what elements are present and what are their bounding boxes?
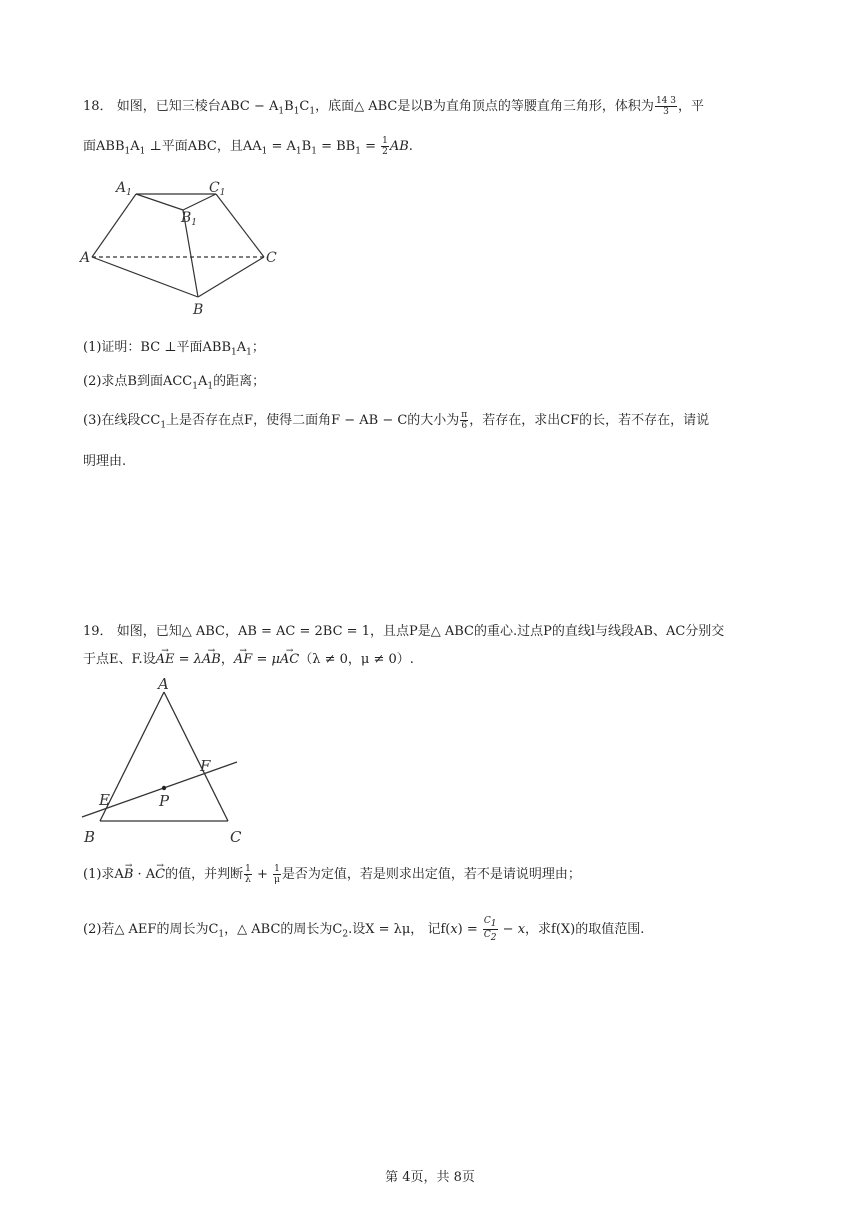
edge-A-B	[92, 257, 198, 297]
pi-over-6-fraction: $\frac{\pi}{6}$	[461, 410, 468, 431]
page-footer: 第 4页，共 8页	[385, 1170, 475, 1185]
q19-part-1: (1)求A→ B · A→ C的值，并判断 $\frac{1}{\lambda}$ + $\frac{1}{\mu}$ 是否为定值，若是则求出定值，若不是请说明理由；	[83, 864, 581, 885]
q18-line-2: 面$ABB_1A_1$ ⊥平面ABC，且$AA_1 = A_1B_1 = BB_1$ = $\frac{1}{2}$ AB.	[83, 136, 413, 157]
centroid-point-P	[162, 786, 166, 790]
question-number: 19．	[83, 624, 113, 639]
edge-A1-B1	[136, 194, 183, 210]
frustum-figure	[78, 176, 288, 320]
q18-part-1: (1)证明：BC ⊥平面$ABB_1A_1$；	[83, 340, 265, 358]
label-C1: $C_1$	[209, 180, 226, 198]
label-A: A	[158, 676, 169, 693]
vector-AC: → AC	[280, 650, 299, 670]
edge-B1-C1	[183, 194, 216, 210]
vector-AB: → AB	[202, 650, 221, 670]
one-over-mu: $\frac{1}{\mu}$	[274, 864, 280, 885]
label-B: B	[84, 828, 96, 846]
label-A1: $A_1$	[116, 180, 132, 198]
label-C: C	[230, 828, 242, 846]
q18-part-3: (3)在线段$CC_1$上是否存在点F，使得二面角F − AB − C的大小为 $\frac{\pi}{6}$ ，若存在，求出CF的长，若不存在，请说	[83, 410, 710, 431]
label-F: F	[200, 757, 211, 775]
vector-AF: → AF	[234, 650, 252, 670]
label-E: E	[99, 791, 110, 809]
question-number: 18．	[83, 99, 113, 114]
label-B1: $B_1$	[181, 210, 198, 228]
label-A: A	[80, 250, 91, 266]
q19-line-1: 19． 如图，已知△ ABC，AB = AC = 2BC = 1，且点P是△ ABC的重心.过点P的直线l与线段AB、AC分别交	[83, 624, 725, 639]
volume-fraction: $\frac{14 3}{3}$	[655, 96, 676, 117]
q18-part-3-cont: 明理由.	[83, 454, 127, 469]
q19-part-2: (2)若△ AEF的周长为$C_1$，△ ABC的周长为$C_2$.设X = λμ， 记f(x) = $\frac{C_1}{C_2}$ − x，求f(X)的取值范围.	[83, 916, 645, 943]
label-B: B	[193, 302, 204, 318]
triangle-figure	[78, 676, 248, 852]
side-AC	[164, 692, 228, 821]
label-C: C	[266, 250, 277, 266]
q19-line-2: 于点E、F.设→ AE = λ→ AB，→ AF = μ→ AC（λ ≠ 0，μ ≠ 0）.	[83, 650, 414, 670]
c1-over-c2: $\frac{C_1}{C_2}$	[483, 916, 497, 943]
one-over-lambda: $\frac{1}{\lambda}$	[245, 864, 251, 885]
edge-A-A1	[92, 194, 136, 257]
q18-part-2: (2)求点B到面$ACC_1A_1$的距离；	[83, 374, 266, 392]
q18-line-1: 18． 如图，已知三棱台ABC − $A_1B_1C_1$，底面△ ABC是以B为直角顶点的等腰直角三角形，体积为 $\frac{14 3}{3}$ ，平	[83, 96, 704, 117]
edge-B-C	[198, 257, 264, 297]
label-P: P	[159, 792, 170, 810]
half-fraction: $\frac{1}{2}$	[382, 136, 388, 157]
vector-AE: → AE	[156, 650, 175, 670]
edge-C-C1	[216, 194, 264, 257]
